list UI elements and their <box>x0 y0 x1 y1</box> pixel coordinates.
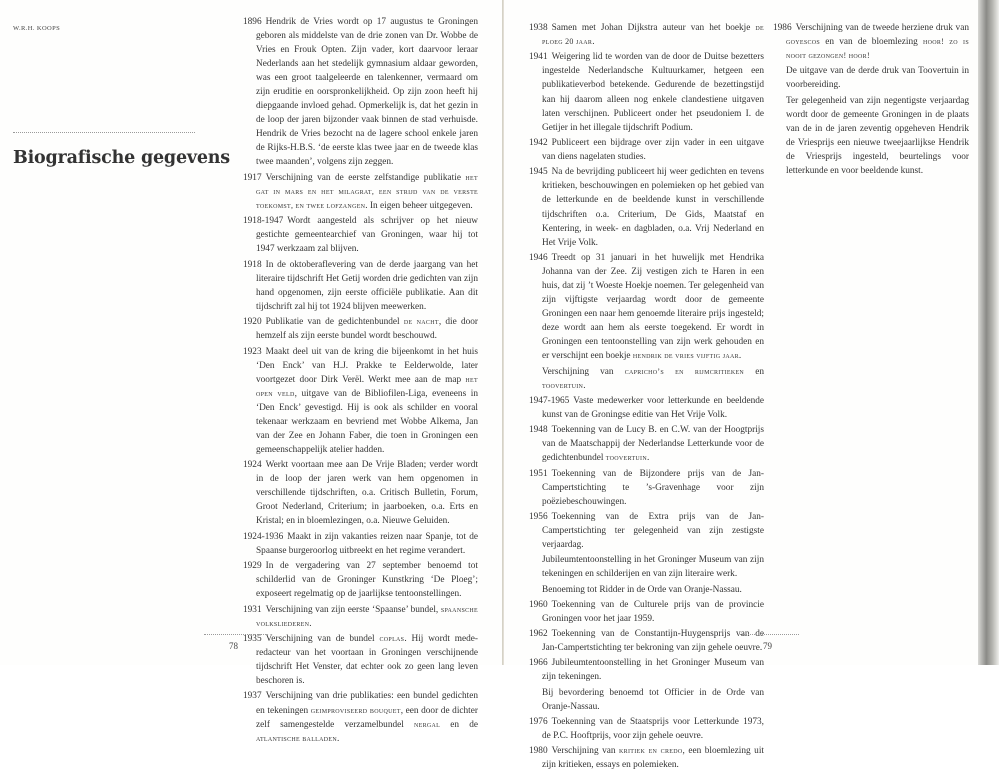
entry-year: 1980 <box>529 746 548 757</box>
entry-text: Jubileumtentoonstelling in het Groninger Museum van zijn tekeningen en schilderijen en van zijn literaire werk. <box>542 555 764 580</box>
timeline-entry-continuation <box>773 64 969 92</box>
title-reference: coplas <box>379 633 405 643</box>
timeline-entry <box>243 258 478 314</box>
entry-year: 1924-1936 <box>243 531 284 542</box>
entry-text: , een door de dichter zelf samengestelde verzamelbundel <box>256 705 478 730</box>
entry-text: Verschijning van de bundel <box>265 633 380 644</box>
timeline-entry <box>243 530 478 558</box>
title-reference: de ploeg 20 jaar <box>542 23 764 47</box>
page-number-left: 78 <box>229 641 238 651</box>
entry-text: Toekenning van de Constantijn-Huygensprijs van de Jan-Campertstichting ter bekroning van zijn gehele oeuvre. <box>542 628 764 653</box>
entry-text: , die door hemzelf als zijn eerste bundel wordt beschouwd. <box>256 317 479 342</box>
entry-text: Toekenning van de Bijzondere prijs van de Jan-Campertstichting te ’s-Gravenhage voor zijn poëziebeschouwingen. <box>542 468 764 507</box>
timeline-entry-continuation <box>773 94 969 178</box>
footer-dotted-rule-right <box>737 634 799 635</box>
timeline-entry <box>243 315 478 343</box>
entry-year: 1942 <box>529 137 548 148</box>
timeline-entry <box>529 656 764 684</box>
entry-text: Ter gelegenheid van zijn negentigste verjaardag wordt door de gemeente Groningen in de plaats van de in de jaren zeventig opgeheven Hendrik de Vriesprijs een nieuwe tweejaarlijkse Hendrik de Vriesprijs ingesteld, beurtelings voor letterkunde en voor beeldende kunst. <box>786 95 969 176</box>
entry-year: 1951 <box>529 468 548 479</box>
entry-text: Samen met Johan Dijkstra auteur van het boekje <box>551 23 756 33</box>
title-reference: het gat in mars en het milagrat, een strijd van de verste toekomst, en twee lofzangen <box>256 172 478 210</box>
timeline-entry-continuation <box>529 365 764 393</box>
title-reference: toovertuin <box>605 453 647 463</box>
entry-year: 1956 <box>529 511 548 522</box>
entry-year: 1946 <box>529 252 548 263</box>
entry-text: Wordt aangesteld als schrijver op het nieuw gestichte gemeentearchief van Groningen, waar hij tot 1947 werkzaam zal blijven. <box>256 216 478 255</box>
entry-text: . <box>592 37 595 48</box>
entry-text: Jubileumtentoonstelling in het Groninger Museum van zijn tekeningen. <box>542 658 764 683</box>
entry-text: Verschijning van zijn eerste ‘Spaanse’ bundel, <box>265 604 441 615</box>
timeline-entry <box>243 345 478 457</box>
entry-text: Toekenning van de Lucy B. en C.W. van der Hoogtprijs van de Maatschappij der Nederlandse Letterkunde voor de gedichtenbundel <box>542 425 764 464</box>
entry-year: 1948 <box>529 425 548 436</box>
timeline-entry-continuation <box>529 583 764 597</box>
timeline-entry <box>773 21 969 63</box>
timeline-column-left <box>243 15 478 747</box>
entry-text: , uitgave van de Bibliofilen-Liga, eveneens in ‘Den Enck’ gevestigd. Hij is ook als schilder en vooral tekenaar werkzaam en bevriend met Wobbe Alkema, Jan van der Zee en Johann Faber, die toen in Groningen een gemeenschappelijk atelier hadden. <box>256 388 478 455</box>
entry-text: Toekenning van de Extra prijs van de Jan-Campertstichting ter gelegenheid van zijn zestigste verjaardag. <box>542 511 764 551</box>
timeline-entry <box>243 632 478 688</box>
timeline-entry <box>529 598 764 626</box>
timeline-entry <box>243 603 478 631</box>
entry-text: , een bloemlezing uit zijn kritieken, essays en polemieken. <box>542 746 764 771</box>
entry-text: . <box>309 618 312 629</box>
entry-year: 1962 <box>529 628 548 639</box>
entry-year: 1920 <box>243 317 262 328</box>
entry-text: Bij bevordering benoemd tot Officier in de Orde van Oranje-Nassau. <box>542 687 764 712</box>
entry-text: . <box>583 380 586 391</box>
timeline-column-far-right <box>773 21 969 179</box>
entry-text: Vaste medewerker voor letterkunde en beeldende kunst van de Groningse editie van Het Vrije Volk. <box>542 395 764 420</box>
running-head: W.R.H. KOOPS <box>13 25 61 32</box>
entry-text: Publiceert een bijdrage over zijn vader in een uitgave van diens nagelaten studies. <box>542 137 764 163</box>
title-reference: hoor! zo is nooit gezongen! hoor! <box>786 37 969 61</box>
entry-text: . <box>646 453 650 464</box>
timeline-entry <box>529 251 764 363</box>
entry-text: In de oktoberaflevering van de derde jaargang van het literaire tijdschrift Het Getij worden drie gedichten van zijn hand opgenomen, zijn eerste officiële publikatie. Aan dit tijdschrift zal hij tot 1924 blijven meewerken. <box>256 259 478 312</box>
entry-text: Verschijning van drie publikaties: een bundel gedichten en tekeningen <box>256 691 478 716</box>
section-title: Biografische gegevens <box>13 148 230 168</box>
title-reference: nergal <box>414 719 441 729</box>
entry-year: 1896 <box>243 17 262 27</box>
entry-year: 1923 <box>243 346 262 357</box>
entry-text: Maakt deel uit van de kring die bijeenkomt in het huis ‘Den Enck’ van H.J. Prakke te Eelderwolde, later voortgezet door Dirk Verël. Werkt mee aan de map <box>256 346 478 385</box>
entry-text: Toekenning van de Culturele prijs van de provincie Groningen voor het jaar 1959. <box>542 599 764 624</box>
timeline-entry <box>243 559 478 601</box>
entry-text: De uitgave van de derde druk van Toovertuin in voorbereiding. <box>786 66 969 91</box>
entry-year: 1918-1947 <box>243 216 284 227</box>
entry-text: . <box>738 351 742 362</box>
entry-text: . <box>337 733 340 744</box>
entry-text: Hendrik de Vries wordt op 17 augustus te Groningen geboren als middelste van de drie zonen van Dr. Wobbe de Vries en Frouk Opten. Zijn vader, kort daarvoor leraar Nederlands aan het stedelijk gymnasium aldaar geworden, was een groot taalgeleerde en talenkenner, vermaard om zijn eruditie en oorspronkelijkheid. Op zijn zoon heeft hij diepgaande invloed gehad. Opmerkelijk is, dat het gezin in de loop der jaren bijzonder vaak binnen de stad verhuisde. Hendrik de Vries bezocht na de lagere school enkele jaren de Rijks-H.B.S. ‘de eerste klas twee jaar en de tweede klas twee maanden’, volgens zijn zeggen. <box>256 17 478 168</box>
entry-text: Verschijning van <box>542 366 625 377</box>
timeline-entry <box>529 627 764 655</box>
entry-year: 1976 <box>529 716 548 727</box>
entry-year: 1937 <box>243 691 262 702</box>
entry-year: 1929 <box>243 561 262 572</box>
entry-year: 1945 <box>529 167 548 178</box>
entry-text: en de <box>440 719 479 730</box>
title-reference: capricho’s en rijmcritieken <box>624 366 745 376</box>
entry-text: en <box>744 366 764 377</box>
timeline-entry <box>243 214 478 256</box>
entry-year: 1947-1965 <box>529 395 570 406</box>
title-reference: atlantische balladen <box>256 733 337 743</box>
entry-text: Na de bevrijding publiceert hij weer gedichten en tevens kritieken, beschouwingen en polemieken op het gebied van de letterkunde en de beeldende kunst in verschillende tijdschriften o.a. Criterium, De Gids, Maatstaf en Kentering, in week- en dagbladen, o.a. Vrij Nederland en Het Vrije Volk. <box>542 167 764 248</box>
title-reference: het open veld <box>256 374 478 398</box>
entry-year: 1918 <box>243 259 262 270</box>
entry-text: Treedt op 31 januari in het huwelijk met Hendrika Johanna van der Zee. Zij vestigen zich te Haren in een huis, dat zij ’t Woeste Hoekje noemen. Ter gelegenheid van zijn vijftigste verjaardag wordt door de gemeente Groningen een naar hem genoemde literaire prijs ingesteld; deze wordt aan hem als eerste toegekend. Er wordt in Groningen een tentoonstelling van zijn werk gehouden en er verschijnt een boekje <box>542 252 764 362</box>
entry-year: 1935 <box>243 633 262 644</box>
entry-text: Publikatie van de gedichtenbundel <box>265 317 404 328</box>
title-reference: hendrik de vries vijftig jaar <box>632 351 739 361</box>
entry-year: 1960 <box>529 599 548 610</box>
timeline-column-right <box>529 21 764 774</box>
page-number-right: 79 <box>763 641 772 651</box>
title-reference: de nacht <box>403 317 439 327</box>
title-reference: spaansche volksliederen <box>256 604 478 628</box>
footer-dotted-rule-left <box>204 634 266 635</box>
entry-text: . In eigen beheer uitgegeven. <box>365 200 473 211</box>
timeline-entry <box>529 467 764 509</box>
timeline-entry <box>243 458 478 528</box>
entry-year: 1938 <box>529 23 548 33</box>
entry-text: Verschijning van de eerste zelfstandige publikatie <box>265 172 466 183</box>
timeline-entry <box>529 394 764 422</box>
entry-text: Werkt voortaan mee aan De Vrije Bladen; verder wordt in de loop der jaren werk van hem opgenomen in verschillende tijdschriften, o.a. Critisch Bulletin, Forum, Groot Nederland, Criterium; in jaarboeken, o.a. Erts en Kristal; en in bloemlezingen, o.a. Nieuwe Geluiden. <box>256 460 478 527</box>
entry-year: 1917 <box>243 172 262 183</box>
timeline-entry <box>529 165 764 249</box>
entry-text: Weigering lid te worden van de door de Duitse bezetters ingestelde Nederlandsche Kultuurkamer, hetgeen een publikatieverbod betekende. Gedurende de bezettingstijd kan hij daarom alleen nog enkele clandestiene uitgaven laten verschijnen. Publiceert onder het pseudoniem I. de Getijer in het illegale tijdschrift Podium. <box>542 52 764 133</box>
entry-year: 1931 <box>243 604 262 615</box>
timeline-entry <box>529 136 764 164</box>
entry-year: 1941 <box>529 52 548 63</box>
timeline-entry-continuation <box>529 686 764 714</box>
entry-text: en van de bloemlezing <box>820 37 923 48</box>
entry-text: Toekenning van de Staatsprijs voor Letterkunde 1973, de P.C. Hooftprijs, voor zijn gehele oeuvre. <box>542 716 764 741</box>
timeline-entry <box>243 689 478 745</box>
title-reference: geimproviseerd bouquet <box>310 705 401 715</box>
page-left <box>0 0 503 744</box>
timeline-entry <box>529 715 764 743</box>
entry-year: 1966 <box>529 658 548 669</box>
entry-text: Verschijning van <box>551 746 620 757</box>
title-reference: goyescos <box>786 37 821 47</box>
timeline-entry-continuation <box>529 553 764 581</box>
timeline-entry <box>529 50 764 134</box>
page-edge <box>978 0 999 665</box>
entry-year: 1924 <box>243 460 262 471</box>
title-reference: kritiek en credo <box>619 746 683 756</box>
entry-text: Benoeming tot Ridder in de Orde van Oranje-Nassau. <box>542 584 742 595</box>
entry-text: Verschijning van de tweede herziene druk van <box>795 23 969 33</box>
timeline-entry <box>243 15 478 170</box>
timeline-entry <box>529 423 764 465</box>
title-dotted-rule <box>13 132 195 133</box>
timeline-entry <box>243 171 478 213</box>
entry-text: In de vergadering van 27 september benoemd tot schilderlid van de Groninger Kunstkring ‘De Ploeg’; exposeert regelmatig op de jaarlijkse tentoonstellingen. <box>256 561 478 600</box>
timeline-entry <box>529 510 764 552</box>
entry-text: Maakt in zijn vakanties reizen naar Spanje, tot de Spaanse burgeroorlog uitbreekt en het regime verandert. <box>256 531 478 556</box>
title-reference: toovertuin <box>542 380 584 390</box>
entry-year: 1986 <box>773 23 792 33</box>
timeline-entry <box>529 21 764 49</box>
entry-text: . Hij wordt mede-redacteur van het voortaan in Groningen verschijnende tijdschrift Het Venster, dat echter ook zo geen lang leven beschoren is. <box>256 633 478 687</box>
timeline-entry <box>529 744 764 772</box>
